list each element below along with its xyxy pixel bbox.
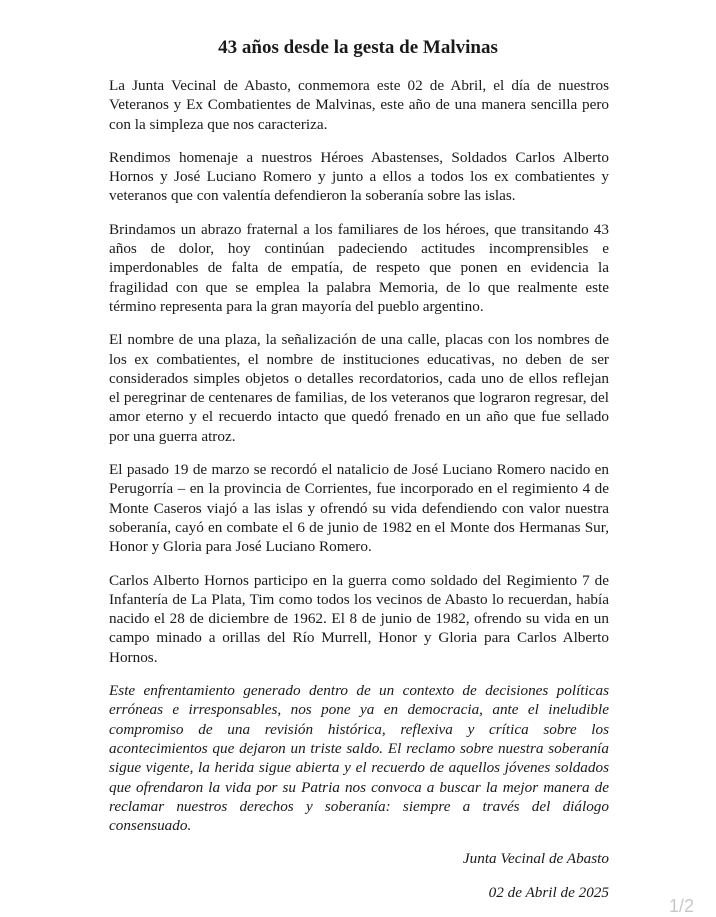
paragraph-2: Rendimos homenaje a nuestros Héroes Abastenses, Soldados Carlos Alberto Hornos y José Luciano Romero y junto a ellos a todos los ex combatientes y veteranos que con valentía defendieron la soberanía sobre las islas. — [109, 148, 609, 205]
document-body — [109, 76, 609, 902]
paragraph-4: El nombre de una plaza, la señalización de una calle, placas con los nombres de los ex combatientes, el nombre de instituciones educativas, no deben de ser considerados simples objetos o detalles recordatorios, cada uno de ellos reflejan el peregrinar de centenares de familias, de los veteranos que lograron regresar, del amor eterno y el recuerdo intacto que quedó frenado en un año que fue sellado por una guerra atroz. — [109, 331, 609, 445]
paragraph-6: Carlos Alberto Hornos participo en la guerra como soldado del Regimiento 7 de Infantería de La Plata, Tim como todos los vecinos de Abasto lo recuerdan, había nacido el 28 de diciembre de 1962. El 8 de junio de 1982, ofrendo su vida en un campo minado a orillas del Río Murrell, Honor y Gloria para Carlos Alberto Hornos. — [109, 571, 609, 666]
signature-date: 02 de Abril de 2025 — [488, 883, 609, 901]
paragraph-5: El pasado 19 de marzo se recordó el natalicio de José Luciano Romero nacido en Perugorría – en la provincia de Corrientes, fue incorporado en el regimiento 4 de Monte Caseros viajó a las islas y ofrendó su vida defendiendo con valor nuestra soberanía, cayó en combate el 6 de junio de 1982 en el Monte dos Hermanas Sur, Honor y Gloria para José Luciano Romero. — [109, 461, 609, 556]
page-indicator: 1/2 — [668, 896, 694, 916]
closing-paragraph: Este enfrentamiento generado dentro de un contexto de decisiones políticas erróneas e irresponsables, nos pone ya en democracia, ante el ineludible compromiso de una revisión histórica, reflexiva y crítica sobre los acontecimientos que dejaron un triste saldo. El reclamo sobre nuestra soberanía sigue vigente, la herida sigue abierta y el recuerdo de aquellos jóvenes soldados que ofrendaron la vida por su Patria nos convoca a buscar la mejor manera de reclamar nuestros derechos y soberanía: siempre a través del diálogo consensuado. — [109, 682, 609, 835]
paragraph-3: Brindamos un abrazo fraternal a los familiares de los héroes, que transitando 43 años de dolor, hoy continúan padeciendo actitudes incomprensibles e imperdonables de falta de empatía, de respeto que ponen en evidencia la fragilidad con que se emplea la palabra Memoria, de lo que realmente este término representa para la gran mayoría del pueblo argentino. — [109, 220, 609, 315]
paragraph-1: La Junta Vecinal de Abasto, conmemora este 02 de Abril, el día de nuestros Veteranos y Ex Combatientes de Malvinas, este año de una manera sencilla pero con la simpleza que nos caracteriza. — [109, 77, 609, 133]
document-title: 43 años desde la gesta de Malvinas — [218, 37, 498, 58]
signature: Junta Vecinal de Abasto — [462, 850, 609, 868]
